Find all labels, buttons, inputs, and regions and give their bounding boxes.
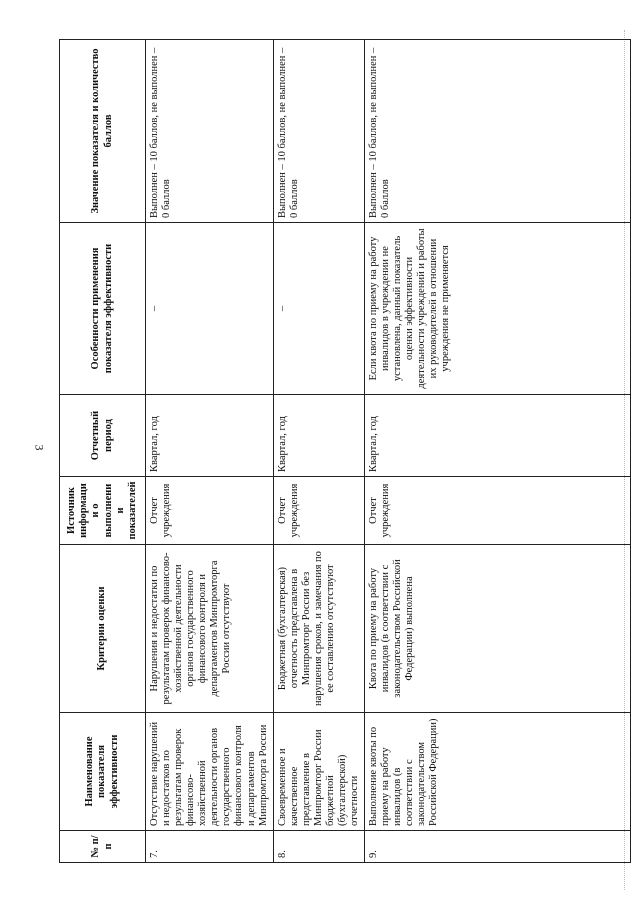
- header-period: Отчетный период: [60, 395, 146, 477]
- cell-num: 9.: [365, 831, 631, 863]
- header-source: Источник информации о выполнении показателей: [60, 477, 146, 545]
- cell-period: Квартал, год: [146, 395, 274, 477]
- table-row: [365, 40, 631, 863]
- effectiveness-indicators-table: [59, 39, 631, 863]
- header-value: Значение показателя и количество баллов: [60, 40, 146, 223]
- cell-criteria: Нарушения и недостатки по результатам проверок финансово-хозяйственной деятельности органов государственного финансового контроля и департаментов Минпромторга России отсутствуют: [146, 545, 274, 713]
- cell-num: 8.: [273, 831, 364, 863]
- page-number: 3: [32, 444, 47, 451]
- cell-features: –: [146, 223, 274, 395]
- cell-features: –: [273, 223, 364, 395]
- cell-criteria: Бюджетная (бухгалтерская) отчетность представлена в Минпромторг России без нарушения сроков, и замечания по ее составлению отсутствуют: [273, 545, 364, 713]
- cell-value: Выполнен – 10 баллов, не выполнен – 0 баллов: [146, 40, 274, 223]
- header-criteria: Критерии оценки: [60, 545, 146, 713]
- cell-source: Отчет учреждения: [365, 477, 631, 545]
- cell-criteria: Квота по приему на работу инвалидов (в соответствии с законодательством Российской Федерации) выполнена: [365, 545, 631, 713]
- table-row: [146, 40, 274, 863]
- cell-source: Отчет учреждения: [146, 477, 274, 545]
- header-num: № п/п: [60, 831, 146, 863]
- cell-name: Отсутствие нарушений и недостатков по результатам проверок финансово-хозяйственной деятельности органов государственного финансового контроля и департаментов Минпромторга России: [146, 713, 274, 831]
- cell-name: Своевременное и качественное представление в Минпромторг России бюджетной (бухгалтерской) отчетности: [273, 713, 364, 831]
- cell-period: Квартал, год: [365, 395, 631, 477]
- rotated-table-container: [59, 40, 624, 863]
- cell-num: 7.: [146, 831, 274, 863]
- header-name: Наименование показателя эффективности: [60, 713, 146, 831]
- cell-period: Квартал, год: [273, 395, 364, 477]
- cell-value: Выполнен – 10 баллов, не выполнен – 0 баллов: [273, 40, 364, 223]
- header-features: Особенности применения показателя эффективности: [60, 223, 146, 395]
- cell-name: Выполнение квоты по приему на работу инвалидов (в соответствии с законодательством Российской Федерации): [365, 713, 631, 831]
- table-header-row: [60, 40, 146, 863]
- cell-value: Выполнен – 10 баллов, не выполнен – 0 баллов: [365, 40, 631, 223]
- table-row: [273, 40, 364, 863]
- cell-source: Отчет учреждения: [273, 477, 364, 545]
- cell-features: Если квота по приему на работу инвалидов в учреждении не установлена, данный показатель оценки эффективности деятельности учреждений и работы их руководителей в отношении учреждения не применяется: [365, 223, 631, 395]
